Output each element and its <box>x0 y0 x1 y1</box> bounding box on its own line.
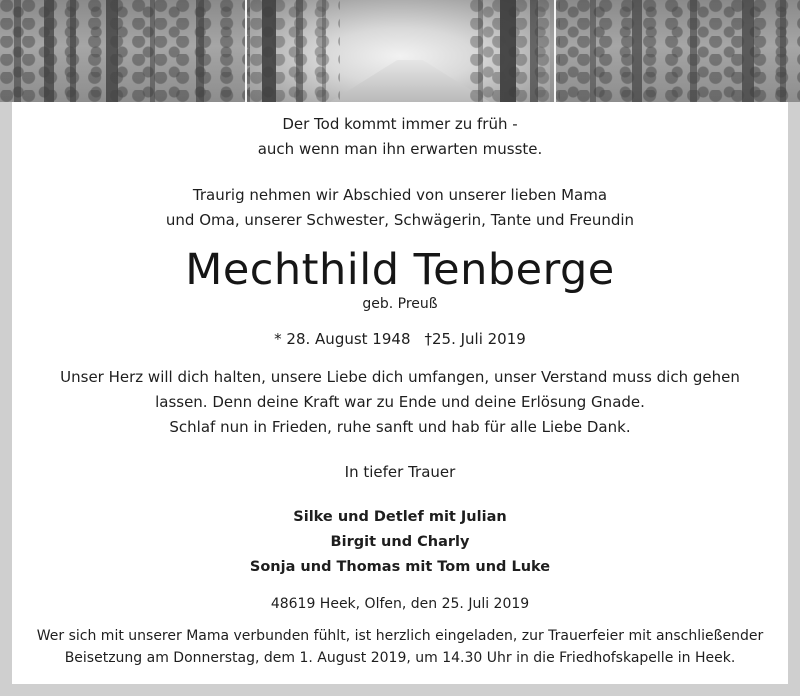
notice-line: Wer sich mit unserer Mama verbunden fühlt, ist herzlich eingeladen, zur Trauerfeier mit anschließender <box>36 628 764 644</box>
motto-line: Der Tod kommt immer zu früh - <box>282 115 518 133</box>
poem <box>12 352 788 440</box>
farewell-intro <box>12 162 788 233</box>
foliage-left <box>0 0 250 102</box>
family-member: Sonja und Thomas mit Tom und Luke <box>249 559 551 575</box>
intro-line: Traurig nehmen wir Abschied von unserer lieben Mama <box>192 186 608 204</box>
poem-line: lassen. Denn deine Kraft war zu Ende und deine Erlösung Gnade. <box>155 393 645 411</box>
foliage-right <box>555 0 800 102</box>
death-date: †25. Juli 2019 <box>424 330 526 348</box>
maiden-name: geb. Preuß <box>362 296 438 312</box>
motto <box>12 102 788 162</box>
motto-line: auch wenn man ihn erwarten musste. <box>257 140 543 158</box>
family-member: Silke und Detlef mit Julian <box>293 509 507 525</box>
funeral-notice <box>12 617 788 669</box>
forest-banner-image <box>0 0 800 102</box>
deceased-name: Mechthild Tenberge <box>185 245 615 295</box>
notice-card <box>12 102 788 684</box>
image-seam <box>554 0 556 102</box>
life-dates <box>12 315 788 352</box>
notice-content <box>12 102 788 669</box>
poem-line: Schlaf nun in Frieden, ruhe sanft und hab für alle Liebe Dank. <box>169 418 631 436</box>
family-member: Birgit und Charly <box>330 534 470 550</box>
place-and-date: 48619 Heek, Olfen, den 25. Juli 2019 <box>270 596 530 612</box>
family-list <box>12 485 788 580</box>
image-seam <box>245 0 247 102</box>
notice-line: Beisetzung am Donnerstag, dem 1. August 2019, um 14.30 Uhr in die Friedhofskapelle in Heek. <box>64 650 736 666</box>
birth-date: * 28. August 1948 <box>274 330 411 348</box>
foliage-center-left <box>250 0 340 102</box>
poem-line: Unser Herz will dich halten, unsere Liebe dich umfangen, unser Verstand muss dich gehen <box>60 368 740 386</box>
foliage-center-right <box>470 0 560 102</box>
mourning-phrase: In tiefer Trauer <box>344 463 456 481</box>
intro-line: und Oma, unserer Schwester, Schwägerin, Tante und Freundin <box>165 211 635 229</box>
